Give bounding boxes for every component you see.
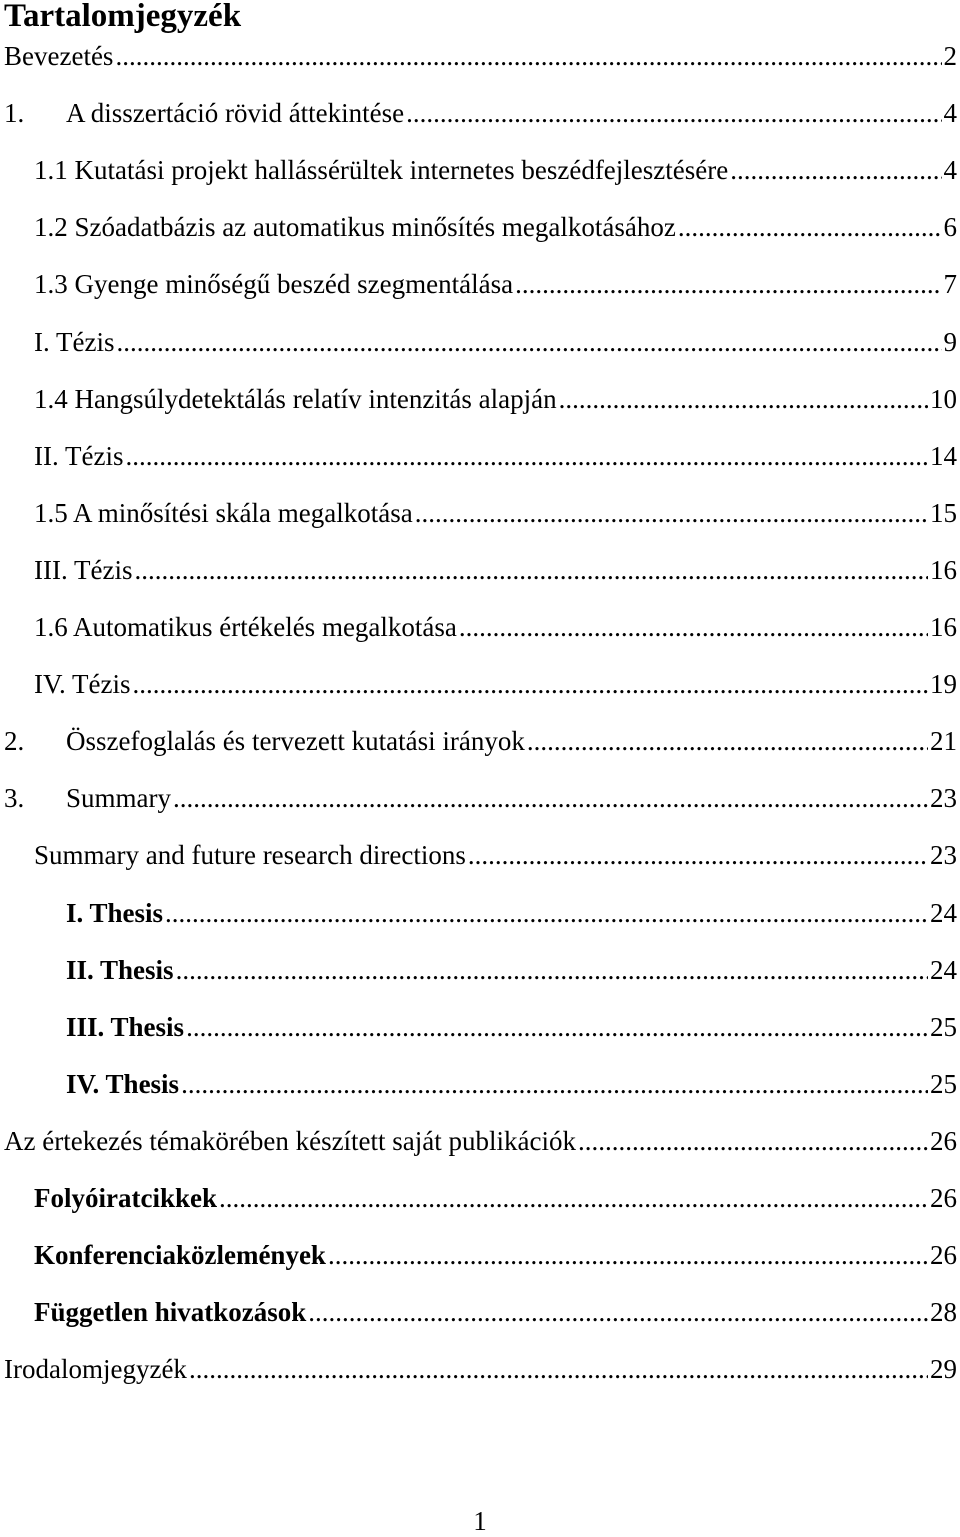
- page-number: 1: [0, 1505, 960, 1537]
- toc-entry[interactable]: [0, 490, 960, 536]
- toc-entry-page: 2: [942, 33, 960, 79]
- toc-entry-text: 1.1 Kutatási projekt hallássérültek internetes beszédfejlesztésére: [34, 155, 728, 185]
- toc-entry-page: 26: [928, 1118, 960, 1164]
- toc-dot-leader: [525, 718, 928, 764]
- toc-entry-label: [34, 261, 513, 307]
- toc-entry-label: [4, 718, 525, 764]
- toc-entry[interactable]: [0, 1289, 960, 1335]
- toc-entry-label: [34, 604, 457, 650]
- toc-dot-leader: [174, 947, 928, 993]
- toc-dot-leader: [676, 204, 942, 250]
- toc-dot-leader: [457, 604, 928, 650]
- toc-entry-label: [4, 1346, 187, 1392]
- toc-dot-leader: [728, 147, 941, 193]
- toc-entry-label: [34, 1232, 326, 1278]
- toc-entry-text: Bevezetés: [4, 41, 113, 71]
- toc-entry-page: 23: [928, 775, 960, 821]
- toc-entry-text: III. Tézis: [34, 555, 132, 585]
- toc-entry-text: Konferenciaközlemények: [34, 1240, 326, 1270]
- toc-dot-leader: [576, 1118, 928, 1164]
- toc-entry-text: I. Thesis: [66, 898, 163, 928]
- toc-entry[interactable]: [0, 775, 960, 821]
- toc-entry-text: 1.5 A minősítési skála megalkotása: [34, 498, 413, 528]
- toc-dot-leader: [306, 1289, 928, 1335]
- toc-entry[interactable]: [0, 1004, 960, 1050]
- toc-entry[interactable]: [0, 261, 960, 307]
- toc-entry-label: [4, 33, 113, 79]
- toc-entry[interactable]: [0, 204, 960, 250]
- toc-entry-text: 1.4 Hangsúlydetektálás relatív intenzitás alapján: [34, 384, 557, 414]
- toc-dot-leader: [171, 775, 928, 821]
- toc-dot-leader: [404, 90, 941, 136]
- toc-entry-text: A disszertáció rövid áttekintése: [66, 98, 404, 128]
- toc-entry-label: [4, 1118, 576, 1164]
- toc-dot-leader: [326, 1232, 928, 1278]
- toc-entry-page: 23: [928, 832, 960, 878]
- toc-entry[interactable]: [0, 718, 960, 764]
- toc-dot-leader: [513, 261, 941, 307]
- toc-entry-page: 16: [928, 547, 960, 593]
- toc-entry-page: 25: [928, 1004, 960, 1050]
- toc-entry-label: [34, 376, 557, 422]
- toc-entry-text: 1.3 Gyenge minőségű beszéd szegmentálása: [34, 269, 513, 299]
- toc-entry-text: 1.6 Automatikus értékelés megalkotása: [34, 612, 457, 642]
- toc-entry[interactable]: [0, 832, 960, 878]
- toc-entry[interactable]: [0, 1061, 960, 1107]
- toc-entry-page: 7: [942, 261, 960, 307]
- toc-entry-page: 26: [928, 1232, 960, 1278]
- toc-entry[interactable]: [0, 147, 960, 193]
- toc-entry-label: [4, 775, 171, 821]
- toc-entry-text: IV. Thesis: [66, 1069, 179, 1099]
- toc-entry-page: 21: [928, 718, 960, 764]
- toc-entry-text: 1.2 Szóadatbázis az automatikus minősítés megalkotásához: [34, 212, 676, 242]
- toc-entry[interactable]: [0, 947, 960, 993]
- toc-entry-page: 15: [928, 490, 960, 536]
- toc-entry-label: [34, 433, 123, 479]
- toc-entry-text: Független hivatkozások: [34, 1297, 306, 1327]
- toc-entry-page: 25: [928, 1061, 960, 1107]
- toc-dot-leader: [413, 490, 928, 536]
- toc-dot-leader: [123, 433, 928, 479]
- toc-entry-page: 4: [942, 90, 960, 136]
- toc-entry[interactable]: [0, 1118, 960, 1164]
- toc-entry-text: Summary: [66, 783, 171, 813]
- toc-entry-label: [34, 1175, 217, 1221]
- toc-entry-text: IV. Tézis: [34, 669, 131, 699]
- toc-entry-text: Az értekezés témakörében készített saját publikációk: [4, 1126, 576, 1156]
- toc-entry-label: [34, 147, 728, 193]
- toc-entry-number: 3.: [4, 775, 66, 821]
- toc-entry-page: 6: [942, 204, 960, 250]
- toc-entry[interactable]: [0, 1175, 960, 1221]
- toc-entry-text: Folyóiratcikkek: [34, 1183, 217, 1213]
- toc-entry-page: 26: [928, 1175, 960, 1221]
- toc-entry-text: I. Tézis: [34, 327, 114, 357]
- toc-entry-page: 14: [928, 433, 960, 479]
- toc-entry-label: [34, 661, 131, 707]
- toc-entry-label: [34, 832, 466, 878]
- toc-entry-text: II. Thesis: [66, 955, 174, 985]
- toc-dot-leader: [184, 1004, 928, 1050]
- toc-entry-text: II. Tézis: [34, 441, 123, 471]
- toc-dot-leader: [217, 1175, 928, 1221]
- toc-entry-label: [34, 319, 114, 365]
- toc-dot-leader: [132, 547, 928, 593]
- toc-entry[interactable]: [0, 433, 960, 479]
- toc-entry[interactable]: [0, 547, 960, 593]
- toc-title: Tartalomjegyzék: [4, 0, 241, 36]
- toc-dot-leader: [163, 890, 928, 936]
- toc-entry-page: 19: [928, 661, 960, 707]
- toc-entry[interactable]: [0, 376, 960, 422]
- toc-entry-page: 29: [928, 1346, 960, 1392]
- toc-entry-label: [34, 490, 413, 536]
- toc-entry[interactable]: [0, 1346, 960, 1392]
- toc-dot-leader: [131, 661, 929, 707]
- toc-dot-leader: [179, 1061, 928, 1107]
- toc-entry-page: 24: [928, 890, 960, 936]
- toc-entry-number: 2.: [4, 718, 66, 764]
- toc-entry-label: [34, 204, 676, 250]
- toc-entry-page: 4: [942, 147, 960, 193]
- toc-dot-leader: [187, 1346, 928, 1392]
- toc-entry[interactable]: [0, 319, 960, 365]
- toc-entry[interactable]: [0, 1232, 960, 1278]
- toc-entry-text: Irodalomjegyzék: [4, 1354, 187, 1384]
- toc-entry-label: [66, 890, 163, 936]
- toc-entry-page: 28: [928, 1289, 960, 1335]
- toc-dot-leader: [113, 33, 941, 79]
- toc-entry-label: [66, 947, 174, 993]
- toc-entry-label: [4, 90, 404, 136]
- toc-entry-label: [34, 1289, 306, 1335]
- toc-entry[interactable]: [0, 661, 960, 707]
- toc-entry-page: 10: [928, 376, 960, 422]
- toc-entry-label: [34, 547, 132, 593]
- toc-entry-page: 16: [928, 604, 960, 650]
- toc-entry[interactable]: [0, 604, 960, 650]
- toc-entry-label: [66, 1004, 184, 1050]
- toc-entry-page: 9: [942, 319, 960, 365]
- toc-dot-leader: [557, 376, 928, 422]
- toc-entry[interactable]: [0, 33, 960, 79]
- toc-entry-text: Summary and future research directions: [34, 840, 466, 870]
- toc-entry-page: 24: [928, 947, 960, 993]
- toc-entry-label: [66, 1061, 179, 1107]
- toc-dot-leader: [466, 832, 928, 878]
- toc-entry-text: III. Thesis: [66, 1012, 184, 1042]
- toc-dot-leader: [114, 319, 941, 365]
- toc-entry[interactable]: [0, 890, 960, 936]
- toc-entry-number: 1.: [4, 90, 66, 136]
- toc-entry-text: Összefoglalás és tervezett kutatási irányok: [66, 726, 525, 756]
- toc-entry[interactable]: [0, 90, 960, 136]
